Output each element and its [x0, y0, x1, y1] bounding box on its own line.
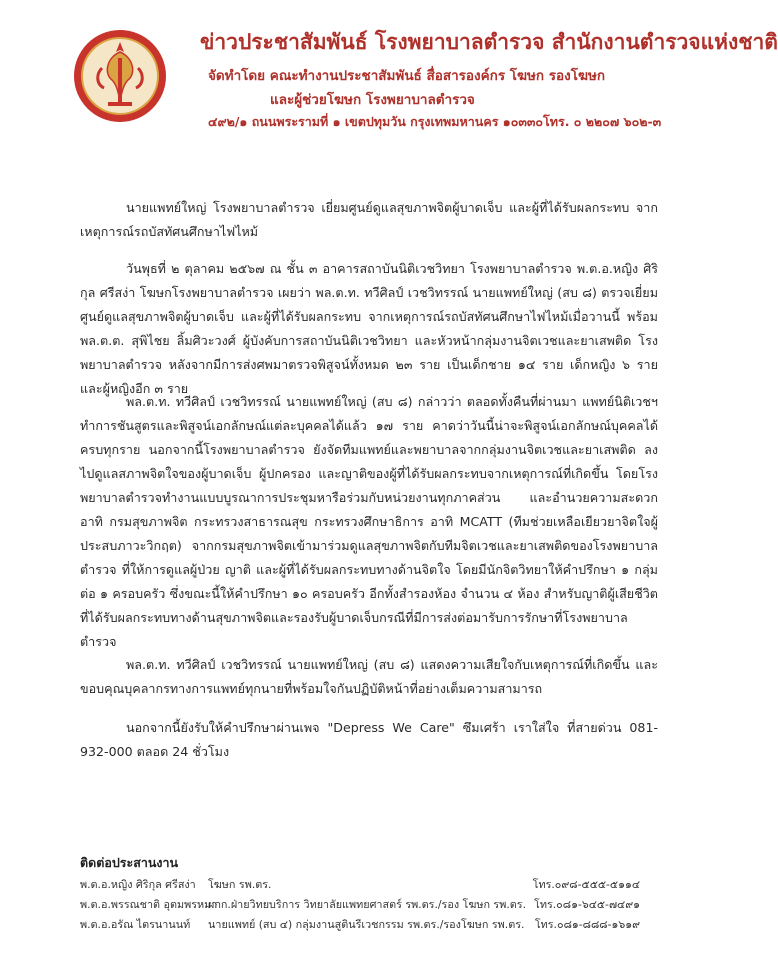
hospital-logo: [72, 28, 168, 124]
publisher-line-2: และผู้ช่วยโฆษก โรงพยาบาลตำรวจ: [270, 92, 475, 108]
contact-table: [80, 874, 640, 934]
publisher-line: จัดทำโดย คณะทำงานประชาสัมพันธ์ สื่อสารองค์กร โฆษก รองโฆษก: [208, 68, 606, 84]
contact-role: ผกก.ฝ่ายวิทยบริการ วิทยาลัยแพทยศาสตร์ รพ.ตร./รอง โฆษก รพ.ตร.: [208, 897, 527, 911]
contact-name: พ.ต.อ.หญิง ศิริกุล ศรีสง่า: [80, 877, 196, 891]
contact-phone: โทร.๐๘๑-๘๘๘-๑๖๑๙: [534, 917, 640, 931]
contact-name: พ.ต.อ.พรรณชาติ อุตมพรหมา: [80, 897, 218, 911]
release-title: ข่าวประชาสัมพันธ์ โรงพยาบาลตำรวจ สำนักงานตำรวจแห่งชาติ: [200, 30, 778, 54]
contact-phone: โทร.๐๘๑-๖๔๕-๗๔๙๑: [534, 897, 640, 911]
body-paragraph-2: พล.ต.ท. ทวีศิลป์ เวชวิทรรณ์ นายแพทย์ใหญ่ (สบ ๘) กล่าวว่า ตลอดทั้งคืนที่ผ่านมา แพทย์นิติเวชฯ ทำการชันสูตรและพิสูจน์เอกลักษณ์แต่ละบุคคลได้แล้ว ๑๗ ราย คาดว่าวันนี้น่าจะพิสูจน์เอกลักษณ์บุคคลได้ครบทุกราย นอกจากนี้โรงพยาบาลตำรวจ ยังจัดทีมแพทย์และพยาบาลจากกลุ่มงานจิตเวชและยาเสพติด ลงไปดูแลสภาพจิตใจของผู้บาดเจ็บ ผู้ปกครอง และญาติของผู้ที่ได้รับผลกระทบจากเหตุการณ์ที่เกิดขึ้น โดยโรงพยาบาลตำรวจทำงานแบบบูรณาการประชุมหารือร่วมกับหน่วยงานทุกภาคส่วน และอำนวยความสะดวก อาทิ กรมสุขภาพจิต กระทรวงสาธารณสุข กระทรวงศึกษาธิการ อาทิ MCATT (ทีมช่วยเหลือเยียวยาจิตใจผู้ประสบภาวะวิกฤต) จากกรมสุขภาพจิตเข้ามาร่วมดูแลสุขภาพจิตกับทีมจิตเวชและยาเสพติดของโรงพยาบาลตำรวจ ที่ให้การดูแลผู้ป่วย ญาติ และผู้ที่ได้รับผลกระทบทางด้านจิตใจ โดยมีนักจิตวิทยาให้คำปรึกษา ๑ กลุ่ม ต่อ ๑ ครอบครัว ซึ่งขณะนี้ให้คำปรึกษา ๑๐ ครอบครัว อีกทั้งสำรองห้อง จำนวน ๔ ห้อง สำหรับญาติผู้เสียชีวิตที่ได้รับผลกระทบทางด้านสุขภาพจิตและรองรับผู้บาดเจ็บกรณีที่มีการส่งต่อมารับการรักษาที่โรงพยาบาลตำรวจ: [80, 394, 658, 649]
headline-paragraph: นายแพทย์ใหญ่ โรงพยาบาลตำรวจ เยี่ยมศูนย์ดูแลสุขภาพจิตผู้บาดเจ็บ และผู้ที่ได้รับผลกระทบ จากเหตุการณ์รถบัสทัศนศึกษาไฟไหม้: [80, 200, 658, 239]
contact-phone: โทร.๐๙๘-๕๕๕-๕๑๑๔: [532, 877, 640, 891]
contact-row: [80, 914, 640, 934]
body-paragraph-4: นอกจากนี้ยังรับให้คำปรึกษาผ่านเพจ "Depress We Care" ซึมเศร้า เราใส่ใจ ที่สายด่วน 081-932-000 ตลอด 24 ชั่วโมง: [80, 720, 658, 759]
contact-role: นายแพทย์ (สบ ๔) กลุ่มงานสูตินรีเวชกรรม รพ.ตร./รองโฆษก รพ.ตร.: [208, 917, 525, 931]
contact-heading: ติดต่อประสานงาน: [80, 855, 179, 870]
body-paragraph-3: พล.ต.ท. ทวีศิลป์ เวชวิทรรณ์ นายแพทย์ใหญ่ (สบ ๘) แสดงความเสียใจกับเหตุการณ์ที่เกิดขึ้น และขอบคุณบุคลากรทางการแพทย์ทุกนายที่พร้อมใจกันปฏิบัติหน้าที่อย่างเต็มความสามารถ: [80, 657, 658, 696]
contact-row: [80, 894, 640, 914]
body-paragraph-1: วันพุธที่ ๒ ตุลาคม ๒๕๖๗ ณ ชั้น ๓ อาคารสถาบันนิติเวชวิทยา โรงพยาบาลตำรวจ พ.ต.อ.หญิง ศิริกุล ศรีสง่า โฆษกโรงพยาบาลตำรวจ เผยว่า พล.ต.ท. ทวีศิลป์ เวชวิทรรณ์ นายแพทย์ใหญ่ (สบ ๘) ตรวจเยี่ยมศูนย์ดูแลสุขภาพจิตผู้บาดเจ็บ และผู้ที่ได้รับผลกระทบ จากเหตุการณ์รถบัสทัศนศึกษาไฟไหม้เมื่อวานนี้ พร้อม พล.ต.ต. สุพิไชย ลิ้มศิวะวงศ์ ผู้บังคับการสถาบันนิติเวชวิทยา และหัวหน้ากลุ่มงานจิตเวชและยาเสพติด โรงพยาบาลตำรวจ หลังจากมีการส่งศพมาตรวจพิสูจน์ทั้งหมด ๒๓ ราย เป็นเด็กชาย ๑๔ ราย เด็กหญิง ๖ ราย และผู้หญิงอีก ๓ ราย: [80, 261, 658, 396]
contact-role: โฆษก รพ.ตร.: [208, 877, 272, 891]
contact-row: [80, 874, 640, 894]
address-line: ๔๙๒/๑ ถนนพระรามที่ ๑ เขตปทุมวัน กรุงเทพมหานคร ๑๐๓๓๐โทร. ๐ ๒๒๐๗ ๖๐๒-๓: [208, 114, 662, 129]
contact-name: พ.ต.อ.อรัณ ไตรนานนท์: [80, 917, 191, 931]
